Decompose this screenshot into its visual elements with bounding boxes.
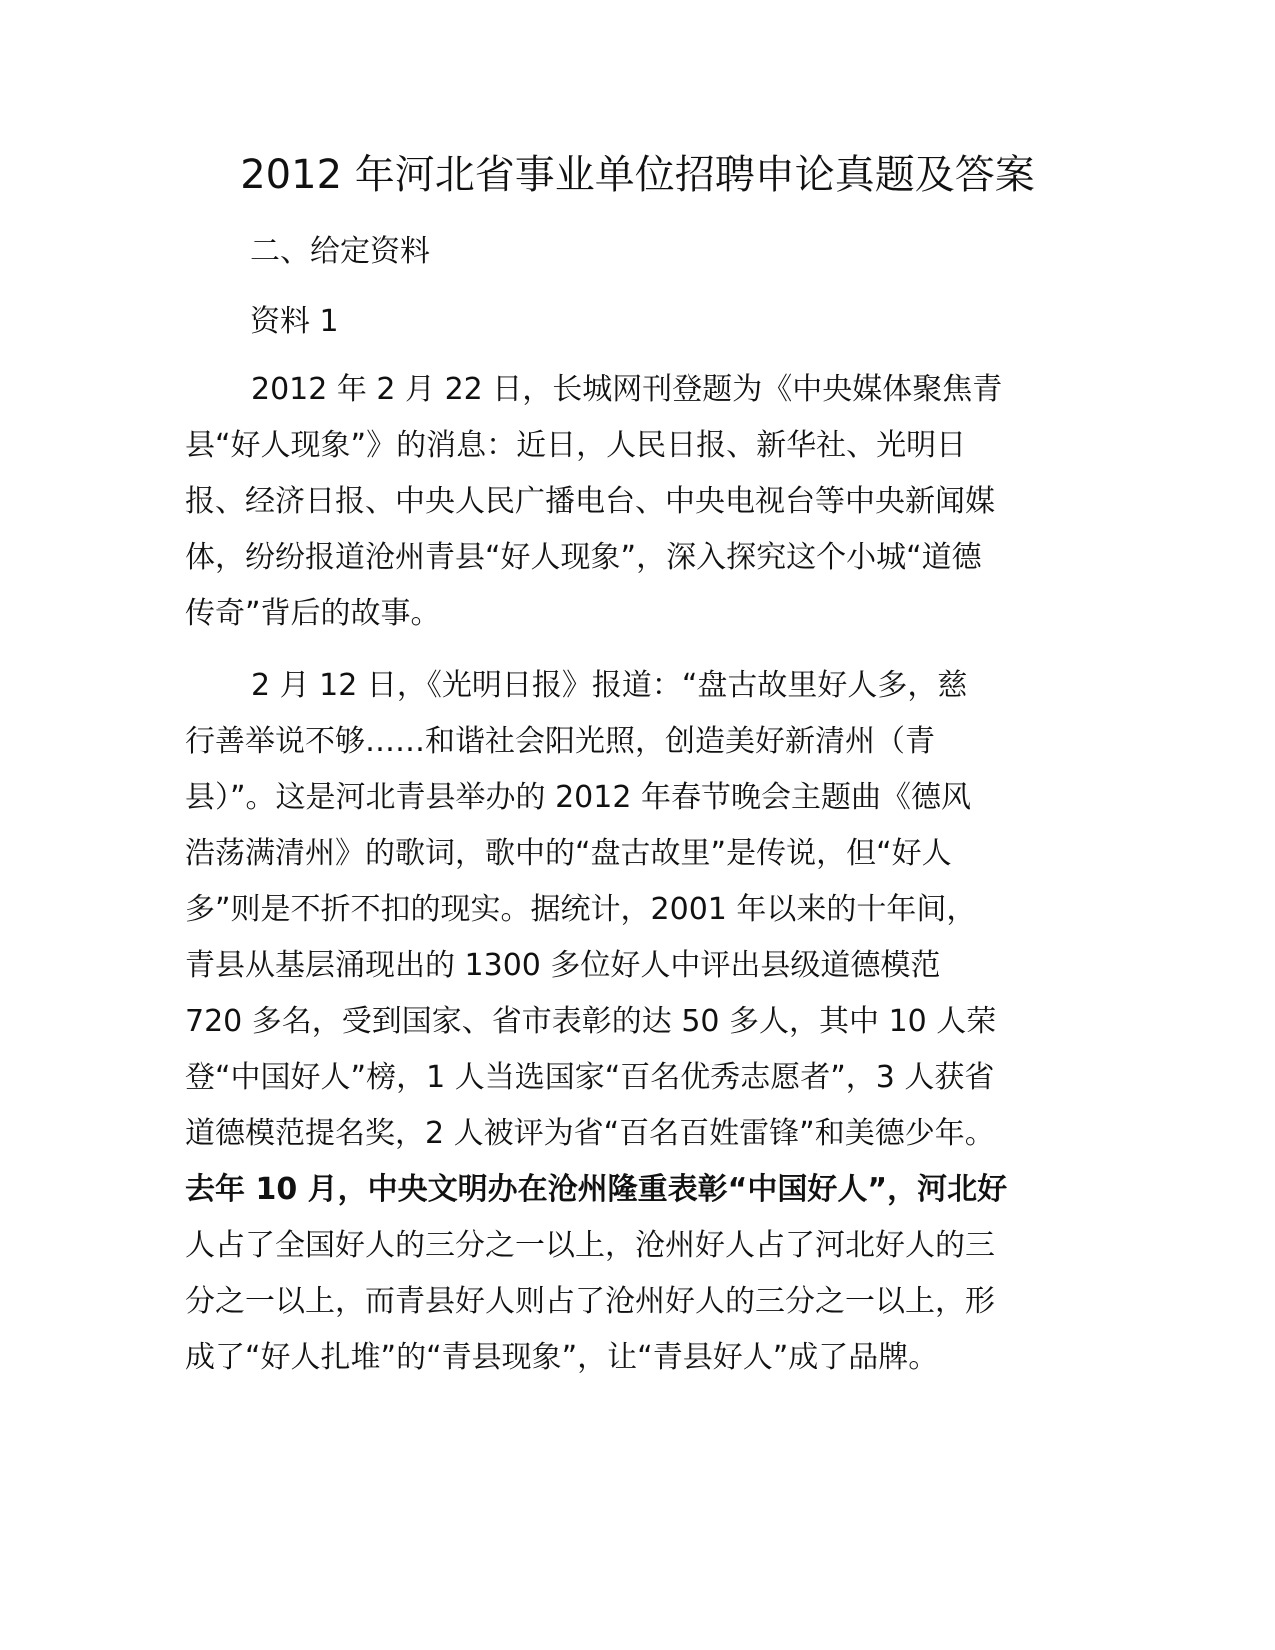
paragraph-1-line: 体，纷纷报道沧州青县“好人现象”，深入探究这个小城“道德 bbox=[185, 540, 982, 575]
section-heading: 二、给定资料 bbox=[250, 234, 430, 269]
paragraph-1-line: 报、经济日报、中央人民广播电台、中央电视台等中央新闻媒 bbox=[185, 484, 995, 519]
paragraph-2-line: 人占了全国好人的三分之一以上，沧州好人占了河北好人的三 bbox=[185, 1228, 995, 1263]
paragraph-2-line: 浩荡满清州》的歌词，歌中的“盘古故里”是传说，但“好人 bbox=[185, 836, 952, 871]
paragraph-2-line: 2 月 12 日，《光明日报》报道：“盘古故里好人多，慈 bbox=[251, 668, 968, 703]
document-title: 2012 年河北省事业单位招聘申论真题及答案 bbox=[240, 152, 1035, 198]
paragraph-1 bbox=[185, 362, 1085, 642]
paragraph-2-line: 多”则是不折不扣的现实。据统计，2001 年以来的十年间， bbox=[185, 892, 977, 927]
paragraph-2-line: 去年 10 月，中央文明办在沧州隆重表彰“中国好人”，河北好 bbox=[185, 1172, 1008, 1207]
paragraph-2-line: 道德模范提名奖，2 人被评为省“百名百姓雷锋”和美德少年。 bbox=[185, 1116, 995, 1151]
paragraph-1-line: 2012 年 2 月 22 日，长城网刊登题为《中央媒体聚焦青 bbox=[251, 372, 1003, 407]
paragraph-2-line: 登“中国好人”榜，1 人当选国家“百名优秀志愿者”，3 人获省 bbox=[185, 1060, 995, 1095]
material-heading: 资料 1 bbox=[250, 304, 339, 339]
paragraph-2-line: 成了“好人扎堆”的“青县现象”，让“青县好人”成了品牌。 bbox=[185, 1340, 939, 1375]
paragraph-2-line: 分之一以上，而青县好人则占了沧州好人的三分之一以上，形 bbox=[185, 1284, 995, 1319]
paragraph-2-line: 县）”。这是河北青县举办的 2012 年春节晚会主题曲《德风 bbox=[185, 780, 971, 815]
paragraph-2 bbox=[185, 658, 1085, 1388]
paragraph-1-line: 县“好人现象”》的消息：近日，人民日报、新华社、光明日 bbox=[185, 428, 967, 463]
paragraph-1-line: 传奇”背后的故事。 bbox=[185, 596, 441, 631]
paragraph-2-line: 青县从基层涌现出的 1300 多位好人中评出县级道德模范 bbox=[185, 948, 941, 983]
paragraph-2-line: 720 多名，受到国家、省市表彰的达 50 多人，其中 10 人荣 bbox=[185, 1004, 997, 1039]
paragraph-2-line: 行善举说不够……和谐社会阳光照，创造美好新清州（青 bbox=[185, 724, 935, 759]
